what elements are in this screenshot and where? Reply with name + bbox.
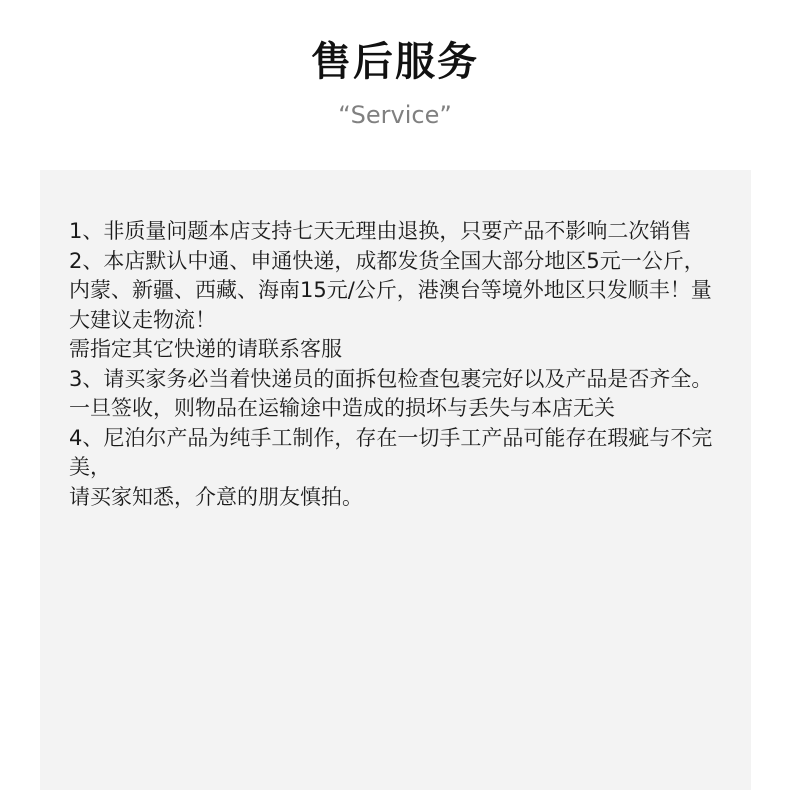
page-title: 售后服务: [311, 39, 479, 85]
page-subtitle: “Service”: [338, 101, 452, 129]
service-term-line: 4、尼泊尔产品为纯手工制作，存在一切手工产品可能存在瑕疵与不完美，: [69, 425, 713, 479]
service-term-line: 1、非质量问题本店支持七天无理由退换，只要产品不影响二次销售: [69, 219, 692, 243]
service-term-line: 请买家知悉，介意的朋友慎拍。: [69, 484, 363, 509]
service-term-line: 3、请买家务必当着快递员的面拆包检查包裹完好以及产品是否齐全。: [69, 366, 713, 391]
service-term-line: 一旦签收，则物品在运输途中造成的损坏与丢失与本店无关: [69, 396, 615, 420]
service-info-panel: [40, 170, 751, 790]
service-term-line: 2、本店默认中通、申通快递，成都发货全国大部分地区5元一公斤，内蒙、新疆、西藏、海南15元/公斤，港澳台等境外地区只发顺丰！量大建议走物流！: [69, 248, 712, 332]
service-term-line: 需指定其它快递的请联系客服: [69, 337, 342, 361]
service-terms-list: [69, 217, 719, 512]
